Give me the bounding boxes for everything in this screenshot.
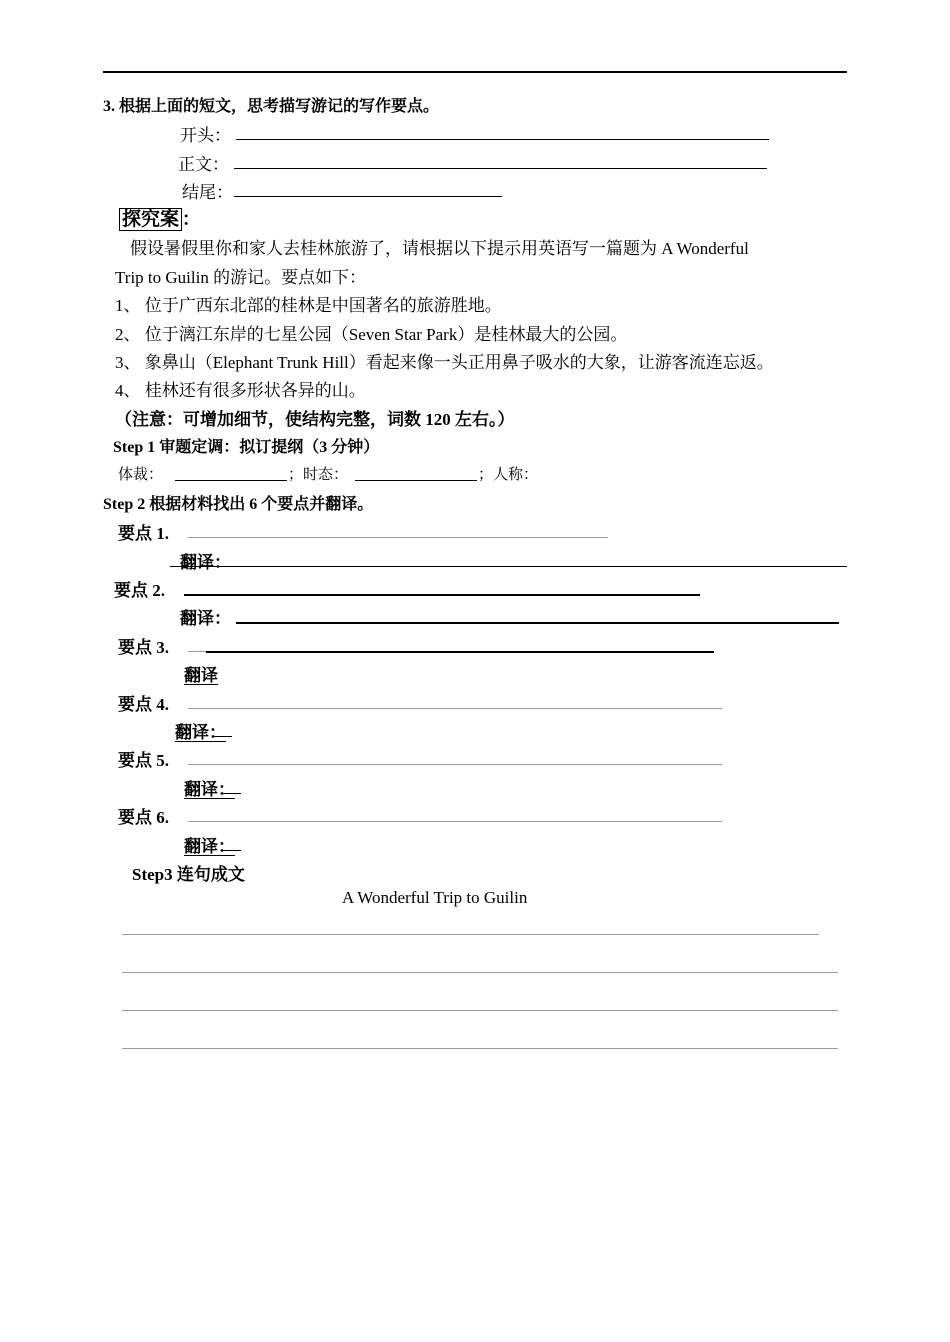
step2-point-2-blank[interactable]: [184, 594, 700, 596]
step2-point-4-blank[interactable]: [188, 708, 722, 709]
q3-opening-label: 开头：: [180, 126, 231, 145]
step2-trans-2-label: 翻译：: [180, 609, 231, 628]
step2-trans-4-label: 翻译：: [175, 723, 226, 742]
q3-body-blank[interactable]: [234, 168, 767, 169]
step2-point-4-label: 要点 4.: [118, 695, 169, 714]
essay-line-4[interactable]: [122, 1048, 838, 1049]
explore-heading-colon: ：: [182, 209, 201, 229]
explore-point-3: 3、 象鼻山（Elephant Trunk Hill）看起来像一头正用鼻子吸水的大象，让游客流连忘返。: [115, 353, 774, 372]
step2-trans-5-blank[interactable]: [223, 793, 241, 794]
step1-genre-label: 体裁：: [118, 467, 164, 483]
explore-point-4: 4、 桂林还有很多形状各异的山。: [115, 381, 366, 400]
explore-point-2: 2、 位于漓江东岸的七星公园（Seven Star Park）是桂林最大的公园。: [115, 325, 628, 344]
step2-point-3-label: 要点 3.: [118, 638, 169, 657]
step1-tense-blank[interactable]: [355, 480, 477, 481]
step2-point-5-blank[interactable]: [188, 764, 722, 765]
step2-trans-6-blank[interactable]: [223, 850, 241, 851]
step3-essay-title: A Wonderful Trip to Guilin: [342, 888, 528, 907]
step2-point-3-blank-lead: [188, 651, 206, 652]
q3-ending-label: 结尾：: [182, 183, 233, 202]
step2-title: Step 2 根据材料找出 6 个要点并翻译。: [103, 496, 374, 513]
step1-person-label: ；人称：: [478, 467, 539, 483]
step1-tense-label: ；时态：: [288, 467, 349, 483]
q3-opening-blank[interactable]: [236, 139, 769, 140]
step2-trans-1-blank[interactable]: [170, 566, 847, 567]
step2-trans-6-label: 翻译：: [184, 837, 235, 856]
step3-title: Step3 连句成文: [132, 865, 245, 884]
essay-line-2[interactable]: [122, 972, 838, 973]
step2-trans-3-label: 翻译: [184, 666, 218, 685]
step2-point-3-blank[interactable]: [206, 651, 714, 653]
q3-ending-blank[interactable]: [234, 196, 502, 197]
step2-trans-1-label: 翻译：: [180, 553, 231, 572]
header-rule: [103, 71, 847, 73]
step2-point-6-label: 要点 6.: [118, 808, 169, 827]
explore-heading: [119, 204, 200, 231]
step2-trans-2-blank[interactable]: [236, 622, 839, 624]
explore-intro-line1: 假设暑假里你和家人去桂林旅游了，请根据以下提示用英语写一篇题为 A Wonderful: [130, 239, 749, 258]
step1-genre-blank[interactable]: [175, 480, 287, 481]
explore-intro-line2: Trip to Guilin 的游记。要点如下：: [115, 268, 367, 287]
step1-title: Step 1 审题定调：拟订提纲（3 分钟）: [113, 439, 380, 456]
step2-point-5-label: 要点 5.: [118, 751, 169, 770]
essay-line-3[interactable]: [122, 1010, 838, 1011]
explore-note: （注意：可增加细节，使结构完整，词数 120 左右。）: [115, 410, 515, 429]
explore-heading-box: 探究案: [119, 208, 182, 231]
step2-trans-5-label: 翻译：: [184, 780, 235, 799]
step2-point-1-blank[interactable]: [188, 537, 608, 538]
step2-point-1-label: 要点 1.: [118, 524, 169, 543]
q3-body-label: 正文：: [178, 155, 229, 174]
explore-point-1: 1、 位于广西东北部的桂林是中国著名的旅游胜地。: [115, 296, 502, 315]
q3-title: 3. 根据上面的短文，思考描写游记的写作要点。: [103, 98, 440, 115]
step2-point-6-blank[interactable]: [188, 821, 722, 822]
step2-point-2-label: 要点 2.: [114, 581, 165, 600]
step2-trans-4-blank[interactable]: [214, 736, 232, 737]
essay-line-1[interactable]: [122, 934, 819, 935]
